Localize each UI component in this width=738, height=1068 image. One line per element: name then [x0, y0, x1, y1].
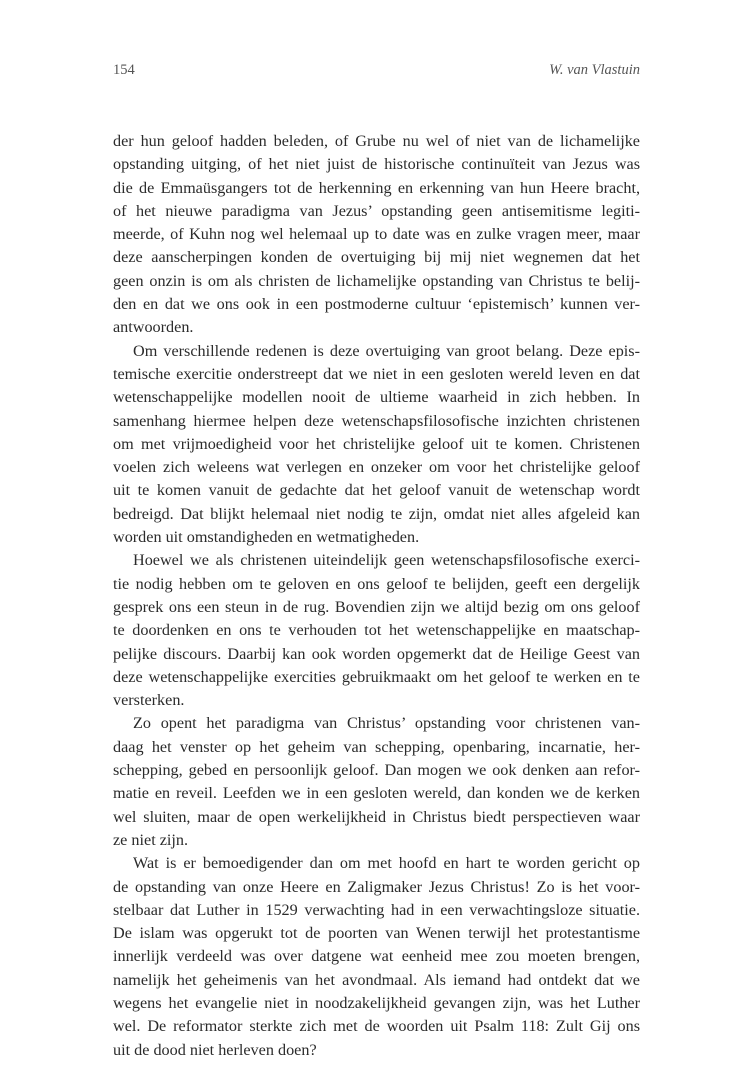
text-line: samenhang hiermee helpen deze wetenschapsfilosofische inzichten christenen [113, 411, 640, 430]
text-line: De islam was opgerukt tot de poorten van Wenen terwijl het protestantisme [113, 924, 640, 943]
paragraph [113, 549, 640, 712]
text-line: te doordenken en ons te verhouden tot het wetenschappelijke en maatschap- [113, 621, 640, 640]
text-line: schepping, gebed en persoonlijk geloof. Dan mogen we ook denken aan refor- [113, 761, 640, 780]
text-line: Hoewel we als christenen uiteindelijk geen wetenschapsfilosofische exerci- [133, 551, 640, 570]
text-line: matie en reveil. Leefden we in een gesloten wereld, dan konden we de kerken [113, 784, 640, 803]
text-line: wel. De reformator sterkte zich met de woorden uit Psalm 118: Zult Gij ons [113, 1017, 640, 1036]
body-text [113, 130, 640, 1062]
text-line: innerlijk verdeeld was over datgene wat eenheid mee zou moeten brengen, [113, 947, 640, 966]
text-line: tie nodig hebben om te geloven en ons geloof te belijden, geeft een dergelijk [113, 574, 640, 593]
text-line: namelijk het geheimenis van het avondmaal. Als iemand had ontdekt dat we [113, 970, 640, 989]
text-line: wetenschappelijke modellen nooit de ultieme waarheid in zich hebben. In [113, 388, 640, 407]
text-line: deze wetenschappelijke exercities gebruikmaakt om het geloof te werken en te [113, 667, 640, 686]
text-line: uit te komen vanuit de gedachte dat het geloof vanuit de wetenschap wordt [113, 481, 640, 500]
text-line: om met vrijmoedigheid voor het christelijke geloof uit te komen. Christenen [113, 434, 640, 453]
text-line: worden uit omstandigheden en wetmatigheden. [113, 528, 420, 547]
text-line: die de Emmaüsgangers tot de herkenning en erkenning van hun Heere bracht, [113, 178, 640, 197]
text-line: geen onzin is om als christen de lichamelijke opstanding van Christus te belij- [113, 271, 640, 290]
paragraph [113, 340, 640, 550]
text-line: bedreigd. Dat blijkt helemaal niet nodig te zijn, omdat niet alles afgeleid kan [113, 504, 640, 523]
text-line: Zo opent het paradigma van Christus’ opstanding voor christenen van- [133, 714, 640, 733]
text-line: of het nieuwe paradigma van Jezus’ opstanding geen antisemitisme legiti- [113, 201, 640, 220]
page-number: 154 [113, 62, 135, 78]
text-line: de opstanding van onze Heere en Zaligmaker Jezus Christus! Zo is het voor- [113, 877, 640, 896]
text-line: stelbaar dat Luther in 1529 verwachting had in een verwachtingsloze situatie. [113, 900, 640, 919]
running-header [113, 62, 640, 84]
paragraph [113, 852, 640, 1062]
text-line: den en dat we ons ook in een postmoderne cultuur ‘epistemisch’ kunnen ver- [113, 295, 640, 314]
text-line: temische exercitie onderstreept dat we niet in een gesloten wereld leven en dat [113, 364, 640, 383]
text-line: der hun geloof hadden beleden, of Grube nu wel of niet van de lichamelijke [113, 132, 640, 150]
text-line: Wat is er bemoedigender dan om met hoofd en hart te worden gericht op [133, 854, 640, 873]
paragraph [113, 712, 640, 852]
text-line: ze niet zijn. [113, 830, 189, 849]
text-line: wel sluiten, maar de open werkelijkheid in Christus biedt perspectieven waar [113, 807, 640, 826]
text-line: versterken. [113, 691, 185, 710]
text-line: uit de dood niet herleven doen? [113, 1040, 317, 1059]
text-line: wegens het evangelie niet in noodzakelijkheid gevangen zijn, was het Luther [113, 993, 640, 1012]
text-line: gesprek ons een steun in de rug. Bovendien zijn we altijd bezig om ons geloof [113, 597, 640, 616]
text-line: deze aanscherpingen konden de overtuiging bij mij niet wegnemen dat het [113, 248, 640, 267]
text-line: meerde, of Kuhn nog wel helemaal up to date was en zulke vragen meer, maar [113, 225, 640, 244]
text-line: pelijke discours. Daarbij kan ook worden opgemerkt dat de Heilige Geest van [113, 644, 640, 663]
text-line: opstanding uitging, of het niet juist de historische continuïteit van Jezus was [113, 155, 640, 174]
text-line: antwoorden. [113, 318, 194, 337]
text-line: voelen zich weleens wat verlegen en onzeker om voor het christelijke geloof [113, 458, 640, 477]
text-line: daag het venster op het geheim van schepping, openbaring, incarnatie, her- [113, 737, 640, 756]
text-line: Om verschillende redenen is deze overtuiging van groot belang. Deze epis- [133, 341, 640, 360]
running-header-author: W. van Vlastuin [549, 62, 640, 78]
paragraph [113, 130, 640, 340]
